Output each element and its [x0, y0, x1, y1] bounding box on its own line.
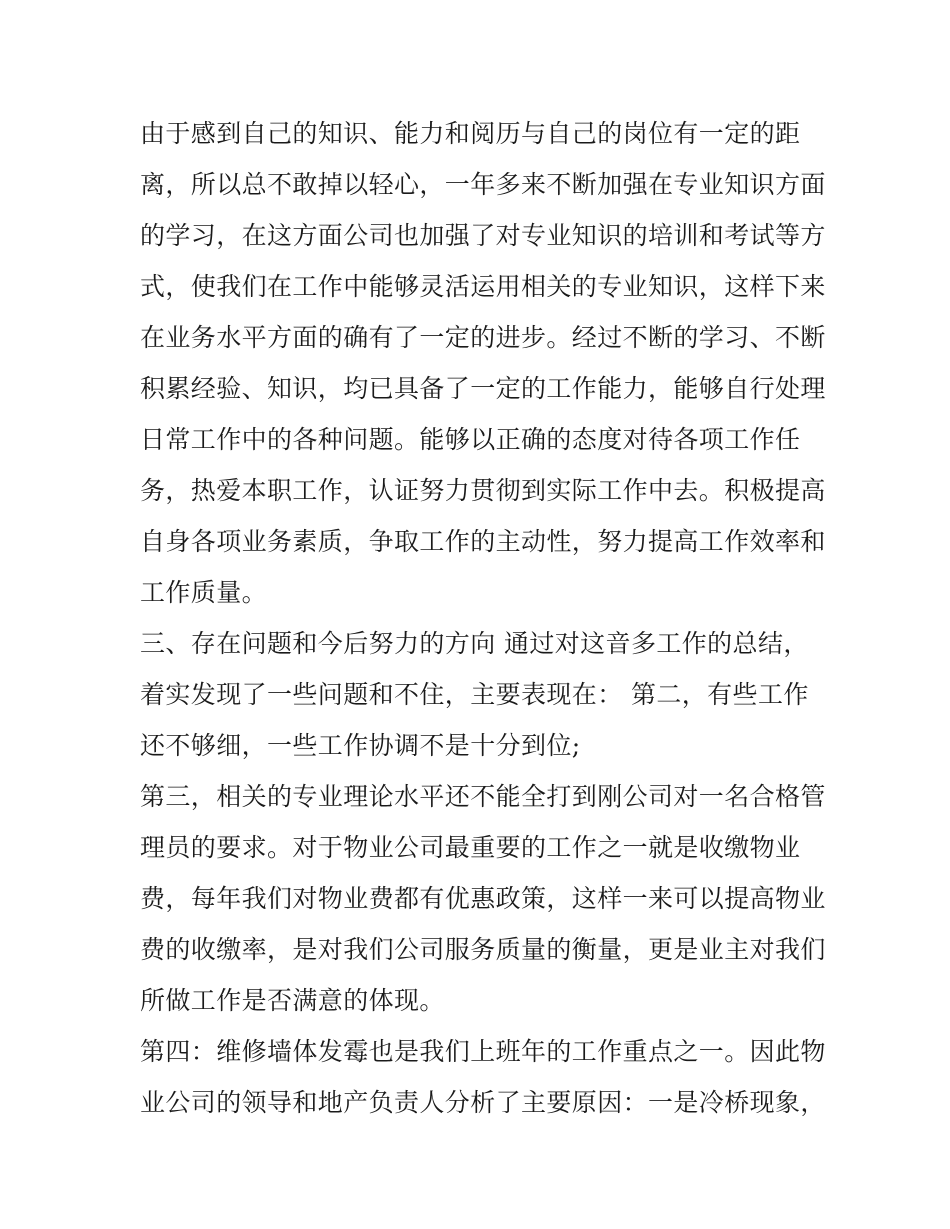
- text-line-15: 理员的要求。对于物业公司最重要的工作之一就是收缴物业: [140, 833, 801, 862]
- text-line-5: 在业务水平方面的确有了一定的进步。经过不断的学习、不断: [140, 323, 826, 352]
- text-line-3: 的学习，在这方面公司也加强了对专业知识的培训和考试等方: [140, 221, 826, 250]
- text-line-19: 第四：维修墙体发霉也是我们上班年的工作重点之一。因此物: [140, 1037, 826, 1066]
- text-line-8: 务，热爱本职工作，认证努力贯彻到实际工作中去。积极提高: [140, 476, 826, 505]
- text-line-4: 式，使我们在工作中能够灵活运用相关的专业知识，这样下来: [140, 272, 826, 301]
- text-line-20: 业公司的领导和地产负责人分析了主要原因：一是冷桥现象，: [140, 1088, 826, 1117]
- text-line-13: 还不够细，一些工作协调不是十分到位;: [140, 731, 581, 760]
- text-line-9: 自身各项业务素质，争取工作的主动性，努力提高工作效率和: [140, 527, 826, 556]
- text-line-6: 积累经验、知识，均已具备了一定的工作能力，能够自行处理: [140, 374, 826, 403]
- text-line-12: 着实发现了一些问题和不住，主要表现在： 第二，有些工作: [140, 680, 809, 709]
- text-line-17: 费的收缴率，是对我们公司服务质量的衡量，更是业主对我们: [140, 935, 826, 964]
- text-line-7: 日常工作中的各种问题。能够以正确的态度对待各项工作任: [140, 425, 801, 454]
- body-text: [140, 108, 830, 1128]
- text-line-18: 所做工作是否满意的体现。: [140, 986, 445, 1015]
- text-line-2: 离，所以总不敢掉以轻心，一年多来不断加强在专业知识方面: [140, 170, 826, 199]
- text-line-10: 工作质量。: [140, 578, 268, 607]
- text-line-1: 由于感到自己的知识、能力和阅历与自己的岗位有一定的距: [140, 119, 801, 148]
- section-heading-line: 三、存在问题和今后努力的方向 通过对这音多工作的总结，: [140, 629, 809, 658]
- text-line-14: 第三，相关的专业理论水平还不能全打到刚公司对一名合格管: [140, 782, 826, 811]
- text-line-16: 费，每年我们对物业费都有优惠政策，这样一来可以提高物业: [140, 884, 826, 913]
